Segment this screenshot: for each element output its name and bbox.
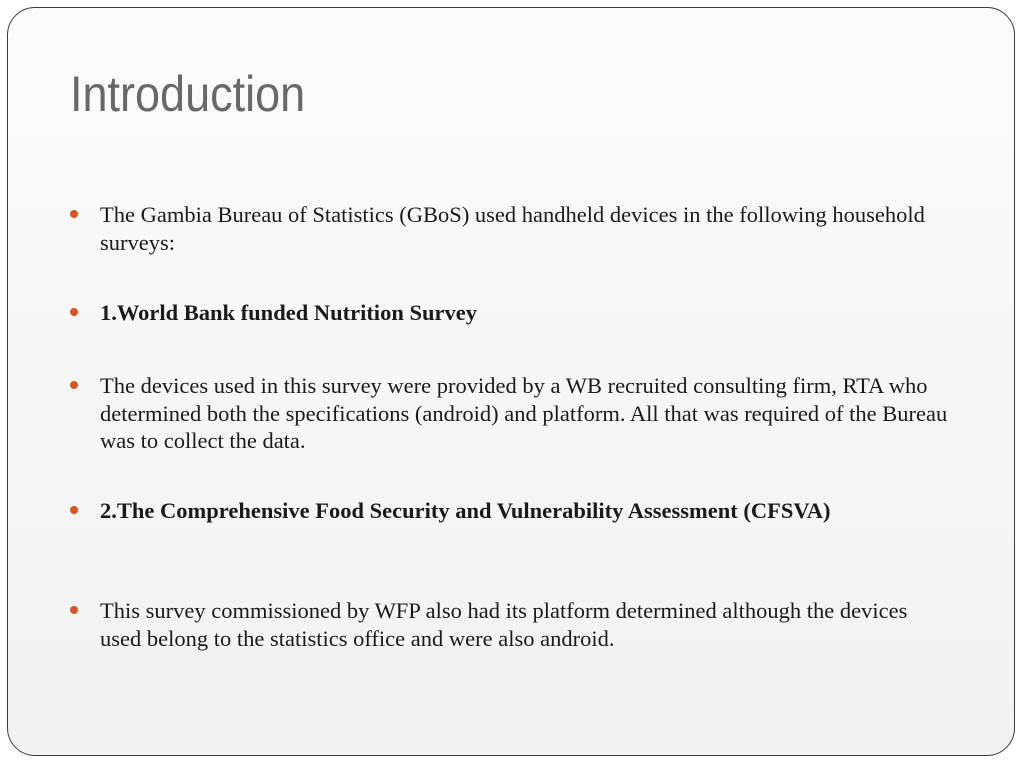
bullet-item-nutrition-survey — [70, 299, 950, 327]
bullet-text: This survey commissioned by WFP also had its platform determined although the devices used belong to the statistics office and were also android. — [100, 598, 908, 651]
bullet-item-cfsva-devices — [70, 597, 950, 652]
bullet-text: 2.The Comprehensive Food Security and Vulnerability Assessment (CFSVA) — [100, 498, 831, 523]
bullet-item-gbos-intro — [70, 201, 950, 256]
bullet-dot-icon — [70, 506, 78, 514]
bullet-text: The Gambia Bureau of Statistics (GBoS) used handheld devices in the following household surveys: — [100, 202, 925, 255]
bullet-item-nutrition-devices — [70, 372, 950, 455]
slide-frame — [7, 7, 1015, 756]
bullet-dot-icon — [70, 308, 78, 316]
bullet-dot-icon — [70, 210, 78, 218]
bullet-dot-icon — [70, 381, 78, 389]
slide-title: Introduction — [70, 66, 306, 122]
bullet-text: The devices used in this survey were provided by a WB recruited consulting firm, RTA who determined both the specifications (android) and platform. All that was required of the Bureau was to collect the data. — [100, 373, 948, 453]
bullet-dot-icon — [70, 606, 78, 614]
bullet-item-cfsva — [70, 497, 950, 525]
bullet-text: 1.World Bank funded Nutrition Survey — [100, 300, 477, 325]
